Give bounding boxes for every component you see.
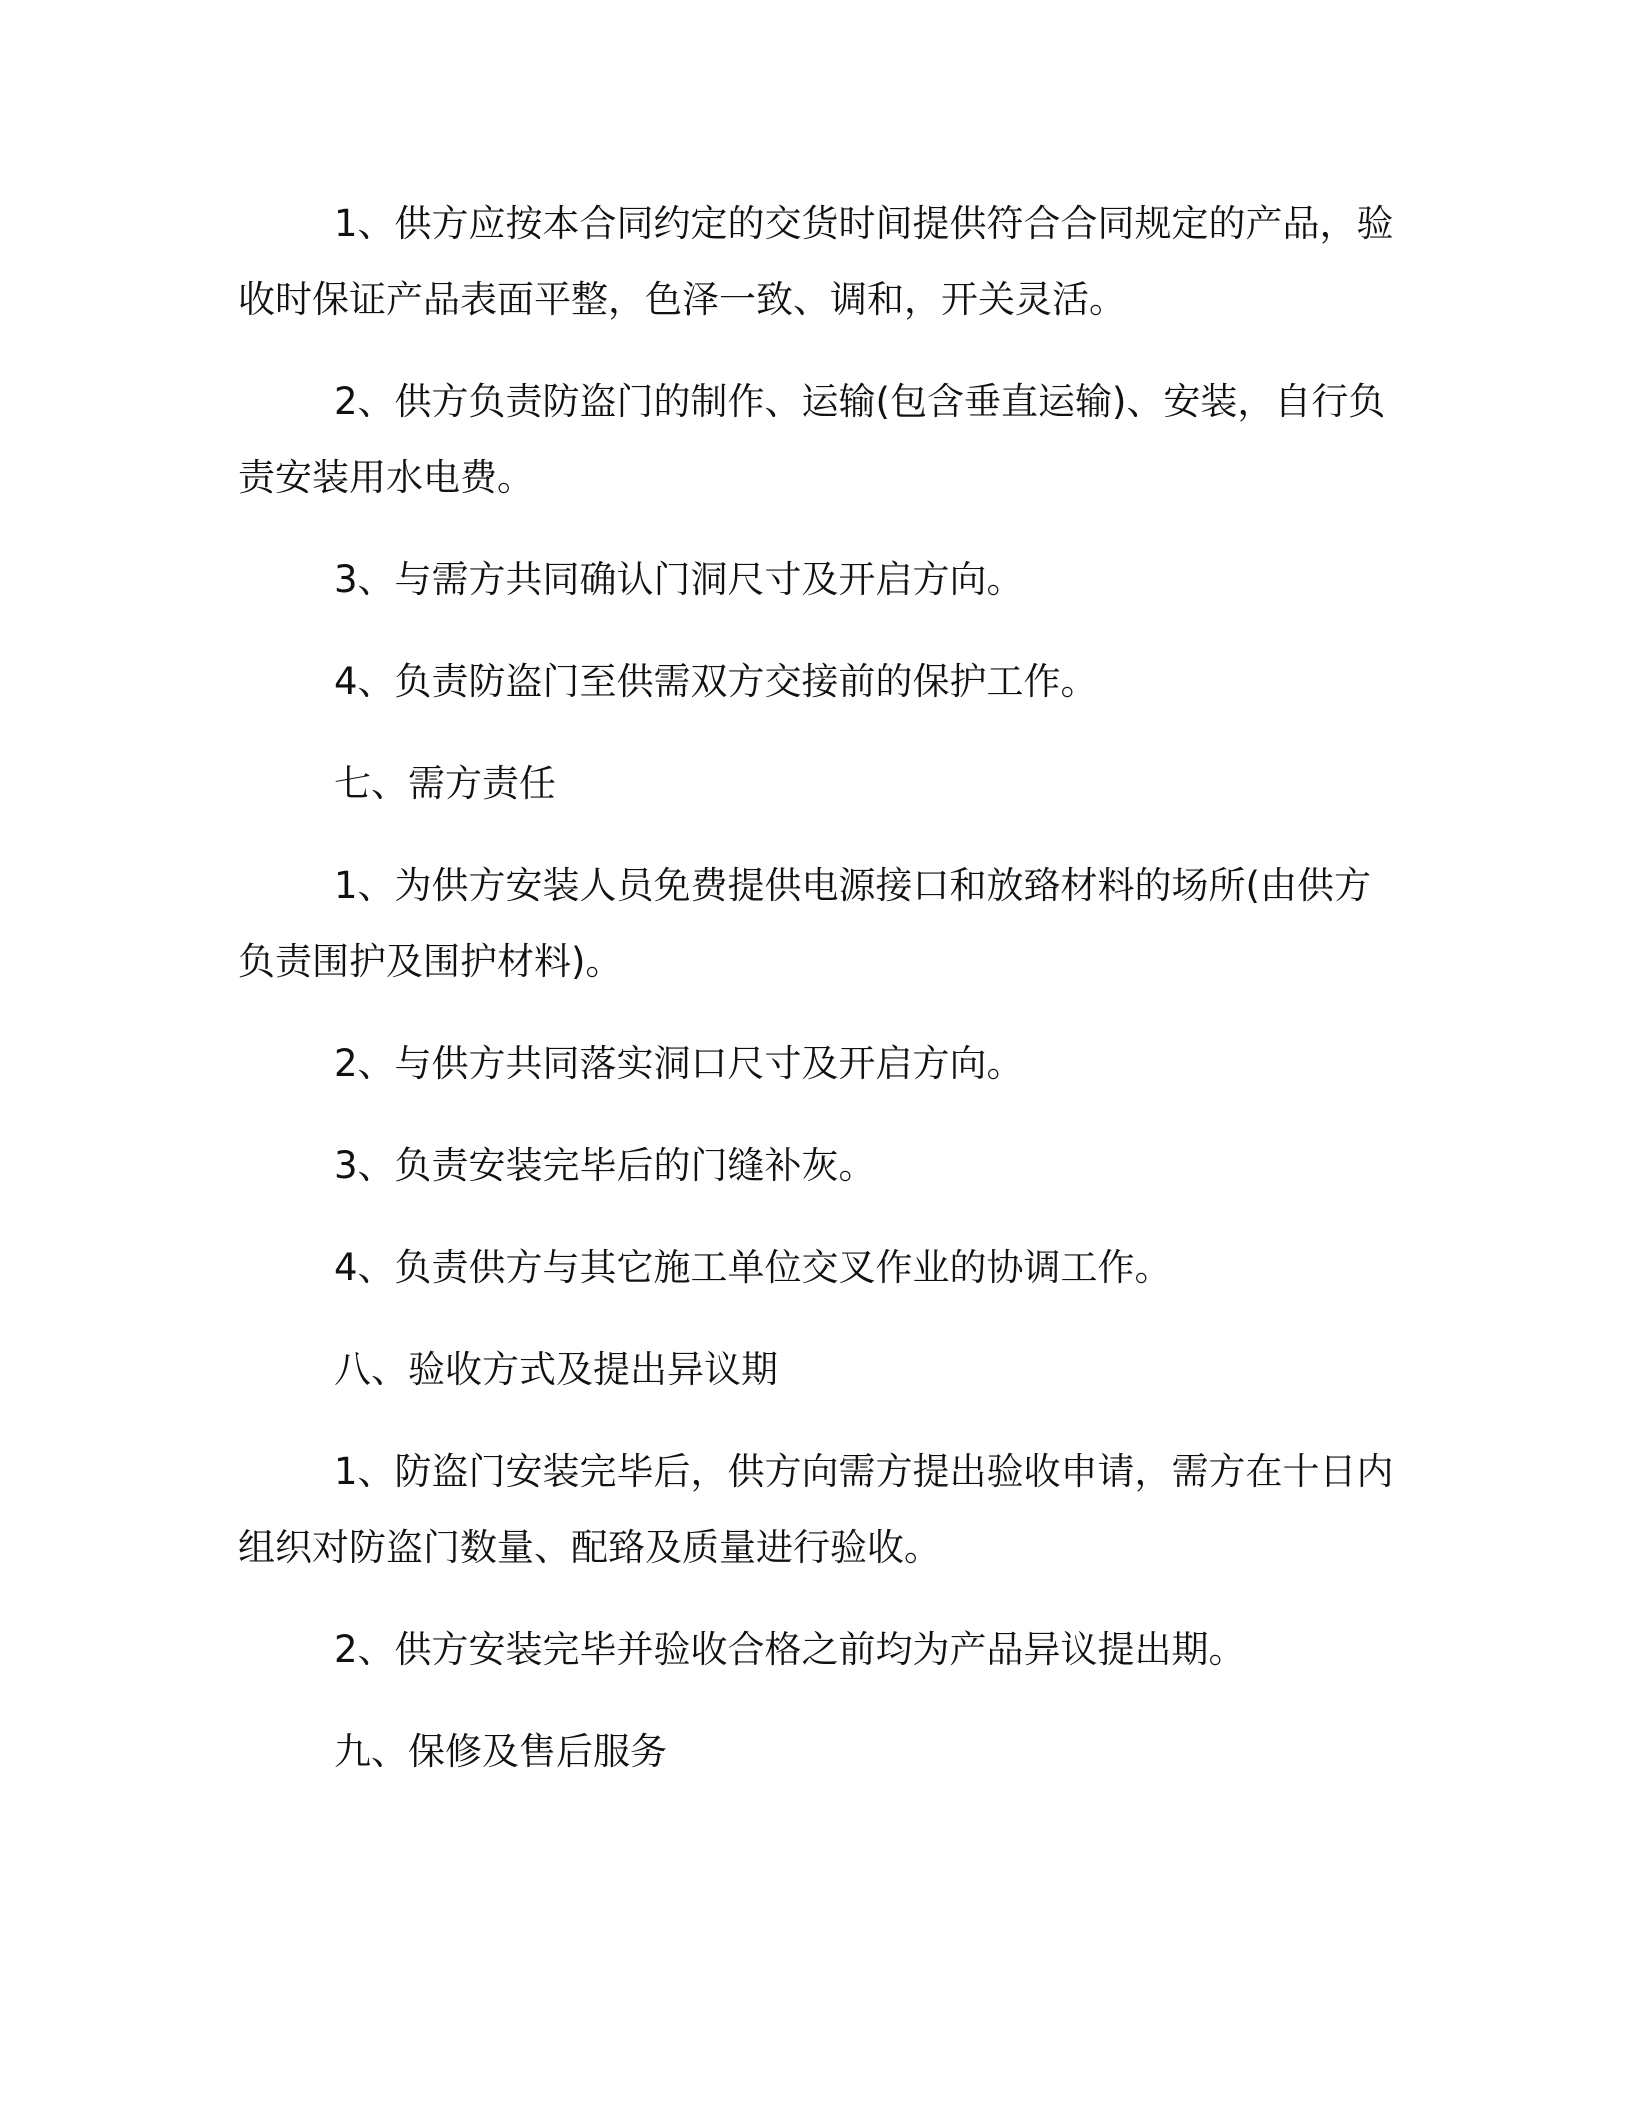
section-heading-buyer-responsibility: 七、需方责任 bbox=[334, 762, 556, 805]
paragraph-supplier-2: 2、供方负责防盗门的制作、运输(包含垂直运输)、安装，自行负责安装用水电费。 bbox=[238, 380, 1386, 499]
paragraph-buyer-1: 1、为供方安装人员免费提供电源接口和放臵材料的场所(由供方负责围护及围护材料)。 bbox=[238, 864, 1371, 983]
paragraph-supplier-1: 1、供方应按本合同约定的交货时间提供符合合同规定的产品，验收时保证产品表面平整，色泽一致、调和，开关灵活。 bbox=[238, 202, 1394, 321]
paragraph-buyer-4: 4、负责供方与其它施工单位交叉作业的协调工作。 bbox=[334, 1246, 1172, 1289]
section-heading-acceptance: 八、验收方式及提出异议期 bbox=[334, 1348, 778, 1391]
paragraph-supplier-3: 3、与需方共同确认门洞尺寸及开启方向。 bbox=[334, 558, 1024, 601]
paragraph-supplier-4: 4、负责防盗门至供需双方交接前的保护工作。 bbox=[334, 660, 1098, 703]
paragraph-acceptance-1: 1、防盗门安装完毕后，供方向需方提出验收申请，需方在十日内组织对防盗门数量、配臵及质量进行验收。 bbox=[238, 1450, 1394, 1569]
paragraph-buyer-3: 3、负责安装完毕后的门缝补灰。 bbox=[334, 1144, 876, 1187]
paragraph-buyer-2: 2、与供方共同落实洞口尺寸及开启方向。 bbox=[334, 1042, 1024, 1085]
section-heading-warranty: 九、保修及售后服务 bbox=[334, 1730, 667, 1773]
paragraph-acceptance-2: 2、供方安装完毕并验收合格之前均为产品异议提出期。 bbox=[334, 1628, 1246, 1671]
document-body bbox=[238, 186, 1398, 1816]
